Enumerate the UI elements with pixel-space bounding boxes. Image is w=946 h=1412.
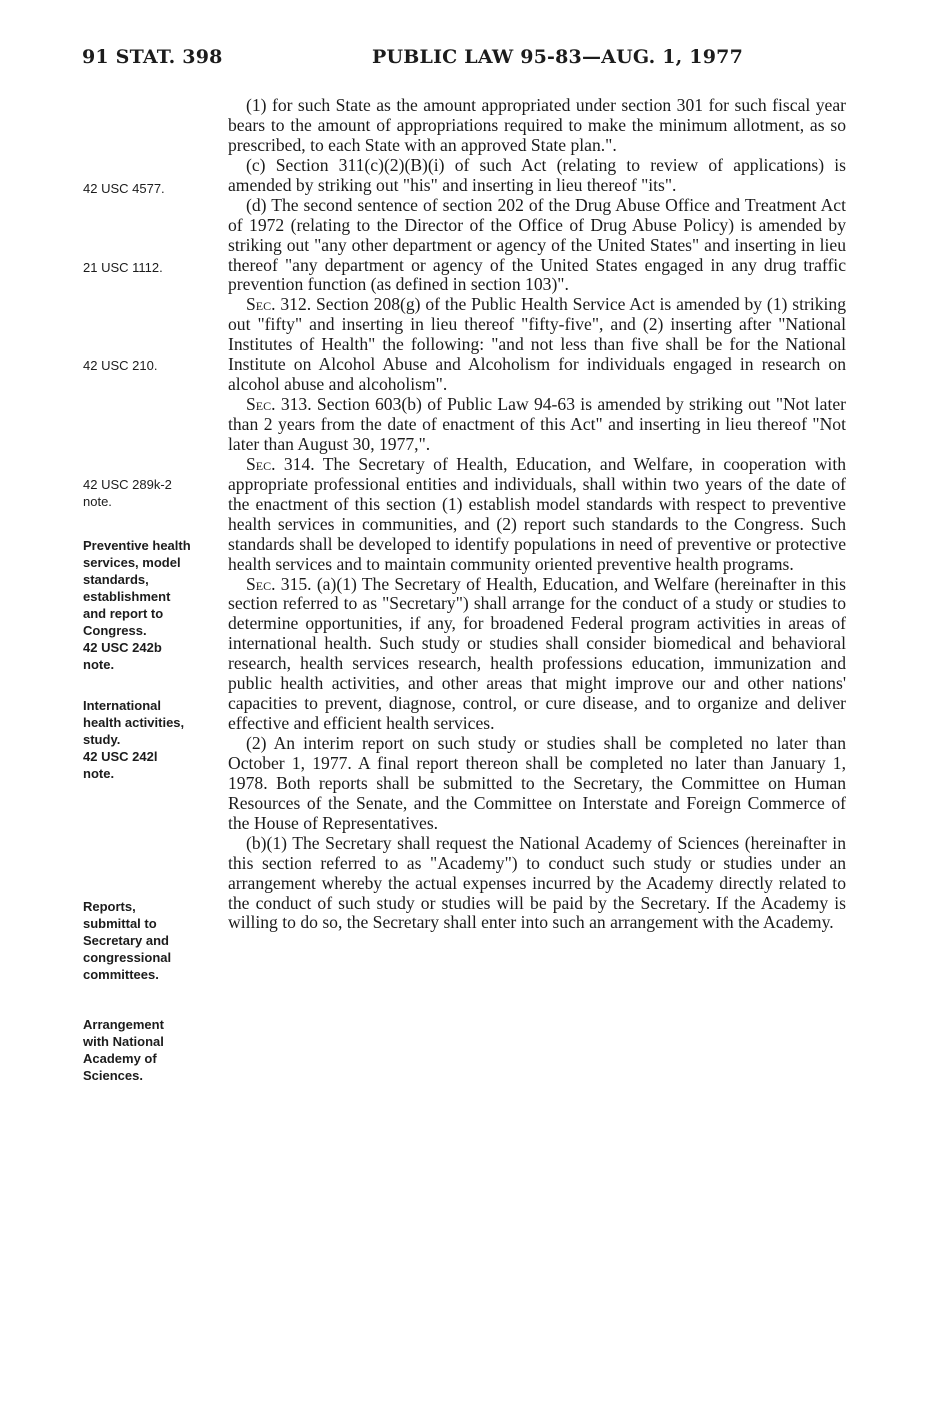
margin-note-reports: [83, 898, 218, 983]
margin-note-line: Arrangement: [83, 1017, 164, 1032]
margin-note-international-health: [83, 697, 218, 782]
paragraph-sec-314: [228, 455, 846, 575]
section-text: 313. Section 603(b) of Public Law 94-63 is amended by striking out "Not later than 2 years from the date of enactment of this Act" and inserting in lieu thereof "Not later than August 30, 1977,".: [228, 394, 846, 454]
margin-note-line: standards,: [83, 572, 149, 587]
margin-note-line: Preventive health: [83, 538, 191, 553]
margin-note-line: Secretary and: [83, 933, 169, 948]
margin-note-line: note.: [83, 657, 115, 672]
margin-note-line: congressional: [83, 950, 172, 965]
paragraph-sec-315: [228, 575, 846, 735]
section-label: Sec.: [246, 573, 276, 594]
margin-note-line: study.: [83, 732, 121, 747]
paragraph-section-311: (c) Section 311(c)(2)(B)(i) of such Act (relating to review of applications) is amended by striking out "his" and inserting in lieu thereof "its".: [228, 154, 846, 195]
margin-note-preventive-health: [83, 537, 218, 673]
margin-note-line: Academy of: [83, 1051, 157, 1066]
section-text: 312. Section 208(g) of the Public Health Service Act is amended by (1) striking out "fifty" and inserting in lieu thereof "fifty-five", and (2) inserting after "National Institutes of Health" the following: "and not less than five shall be for the National Institute on Alcohol Abuse and Alcoholism for individuals engaged in research on alcohol abuse and alcoholism".: [228, 294, 846, 395]
page-stat-number: 91 STAT. 398: [82, 46, 223, 68]
paragraph-allotment: (1) for such State as the amount appropriated under section 301 for such fiscal year bears to the amount of appropriations required to make the minimum allotment, as so prescribed, to each State with an approved State plan.".: [228, 95, 846, 155]
margin-note-arrangement: [83, 1016, 218, 1084]
section-text: 315. (a)(1) The Secretary of Health, Education, and Welfare (hereinafter in this section referred to as "Secretary") shall arrange for the conduct of a study or studies to determine opportunities, if any, for broadened Federal program activities in areas of international health. Such study or studies shall consider biomedical and behavioral research, health services research, health professions education, immunization and public health activities, and other areas that might improve our and other nations' capacities to prevent, diagnose, control, or cure disease, and to organize and deliver effective and efficient health services.: [228, 573, 846, 734]
section-label: Sec.: [246, 294, 276, 315]
section-text: 314. The Secretary of Health, Education, and Welfare, in cooperation with appropriate professional entities and individuals, shall within two years of the date of the enactment of this section (1) establish model standards with respect to preventive health services in communities, and (2) report such standards to the Congress. Such standards shall be developed to identify populations in need of preventive or protective health services and to maintain community oriented preventive health programs.: [228, 453, 846, 574]
margin-note-line: International: [83, 698, 162, 713]
margin-note-line: committees.: [83, 967, 159, 982]
margin-note-21-usc-1112: 21 USC 1112.: [83, 260, 163, 275]
paragraph-sec-312: [228, 295, 846, 395]
page-running-title: PUBLIC LAW 95-83—AUG. 1, 1977: [372, 46, 743, 68]
section-label: Sec.: [246, 453, 276, 474]
statute-body: [228, 96, 846, 933]
margin-note-line: and report to: [83, 606, 164, 621]
paragraph-academy-arrangement: (b)(1) The Secretary shall request the National Academy of Sciences (hereinafter in this section referred to as "Academy") to conduct such study or studies under an arrangement whereby the actual expenses incurred by the Academy directly related to the conduct of such study or studies will be paid by the Secretary. If the Academy is willing to do so, the Secretary shall enter into such an arrangement with the Academy.: [228, 832, 846, 933]
margin-note-42-usc-4577: 42 USC 4577.: [83, 181, 165, 196]
margin-note-line: establishment: [83, 589, 171, 604]
margin-note-line: submittal to: [83, 916, 157, 931]
margin-note-42-usc-289k-2: [83, 476, 218, 510]
margin-note-line: health activities,: [83, 715, 185, 730]
margin-note-line: services, model: [83, 555, 181, 570]
margin-note-line: 42 USC 289k-2: [83, 477, 172, 492]
margin-note-line: Sciences.: [83, 1068, 143, 1083]
margin-note-line: Reports,: [83, 899, 136, 914]
paragraph-interim-report: (2) An interim report on such study or studies shall be completed no later than October 1, 1977. A final report thereon shall be completed no later than January 1, 1978. Both reports shall be submitted to the Secretary, the Committee on Human Resources of the Senate, and the Committee on Interstate and Foreign Commerce of the House of Representatives.: [228, 733, 846, 833]
margin-note-line: with National: [83, 1034, 164, 1049]
margin-note-line: note.: [83, 766, 115, 781]
paragraph-drug-abuse-office: (d) The second sentence of section 202 of the Drug Abuse Office and Treatment Act of 1972 (relating to the Director of the Office of Drug Abuse Policy) is amended by striking out "any other department or agency of the United States" and inserting in lieu thereof "any department or agency of the United States engaged in any drug traffic prevention function (as defined in section 103)".: [228, 194, 846, 295]
margin-note-42-usc-210: 42 USC 210.: [83, 358, 158, 373]
margin-note-line: 42 USC 242l: [83, 749, 158, 764]
section-label: Sec.: [246, 394, 276, 415]
margin-note-line: Congress.: [83, 623, 147, 638]
margin-note-line: note.: [83, 494, 112, 509]
margin-note-line: 42 USC 242b: [83, 640, 162, 655]
paragraph-sec-313: [228, 395, 846, 455]
